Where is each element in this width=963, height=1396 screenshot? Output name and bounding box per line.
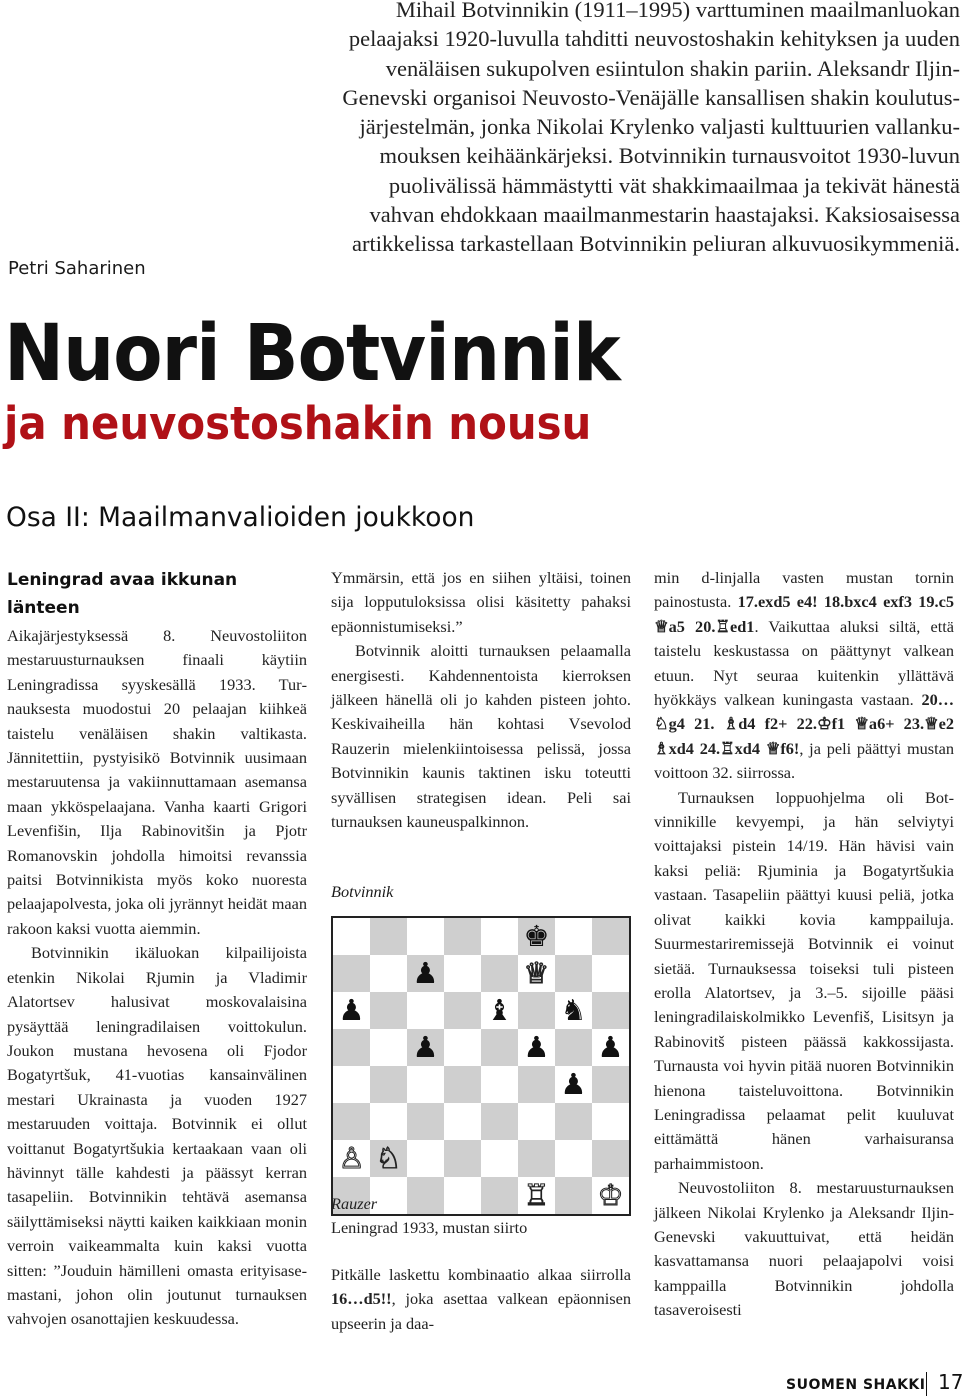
paragraph: Botvinnikin ikäluokan kilpailijoista etenkin Nikolai Rjumin ja Vladimir Alatortsev halusivat moskovalaisina pysäyttää leningradilaisen voittokulun. Joukon mustana hevosena oli Fjodor Bogatyrtšuk, 41-vuotias kansainvälinen mestari Ukrainasta ja vuoden 1927 mestaruuden voittaja. Botvinnik ei ollut voittanut Bogatyrtšukia kertaakaan vaan oli hävinnyt tälle kahdesti ja päässyt kerran tasapeliin. Botvinnikin tehtävä asemansa säilyttämiseksi näytti kaiken kaikkiaan monin verroin vaikeammalta kuin kaksi vuotta sitten: ”Jouduin hämilleni omasta erityisasemastani, johon olin joutunut turnauksen vahvojen osanottajien keskuudessa.	[7, 943, 307, 1329]
text: , ja peli päättyi mustan voittoon 32. siirrossa.	[654, 738, 954, 783]
column-2	[331, 566, 631, 834]
chess-piece: ♞	[560, 993, 587, 1027]
column-2-continued	[331, 1192, 631, 1336]
intro-line: artikkelissa tarkastellaan Botvinnikin peliuran alkuvuosikymmeniä.	[352, 231, 960, 257]
chess-square	[518, 1066, 555, 1103]
chess-square	[444, 918, 481, 955]
chess-move: 16…d5!!	[331, 1289, 392, 1309]
chess-square	[333, 918, 370, 955]
chess-piece: ♟	[597, 1030, 624, 1064]
chess-square	[481, 918, 518, 955]
chess-piece: ♕	[523, 956, 550, 990]
article-title: Nuori Botvinnik	[4, 309, 620, 399]
chess-square	[444, 1029, 481, 1066]
chess-piece-square	[555, 1066, 592, 1103]
chess-square	[370, 1029, 407, 1066]
chess-piece: ♚	[523, 919, 550, 953]
intro-line: mouksen keihäänkärjeksi. Botvinnikin turnausvoitot 1930-luvun	[379, 143, 960, 169]
chess-square	[370, 918, 407, 955]
chess-square	[407, 992, 444, 1029]
section-heading: Leningrad avaa ikkunan länteen	[7, 570, 238, 618]
diagram-label-black: Botvinnik	[331, 882, 394, 901]
chess-square	[555, 1140, 592, 1177]
chess-square	[481, 1029, 518, 1066]
chess-piece: ♖	[523, 1178, 550, 1212]
chess-piece: ♟	[523, 1030, 550, 1064]
chess-piece: ♘	[375, 1141, 402, 1175]
chess-square	[444, 955, 481, 992]
chess-piece: ♝	[486, 993, 513, 1027]
chess-square	[481, 1140, 518, 1177]
intro-line: puolivälissä hämmästytti vät shakkimaailmaa ja tekivät hänestä	[388, 172, 960, 198]
paragraph: Neuvostoliiton 8. mestaruusturnauksen jälkeen Nikolai Krylenko ja Aleksandr Iljin-Genevski vakuuttuivat, että heidän kasvattamansa nuori pelaajapolvi voisi kamppailla Botvinnikin johdolla tasaveroisesti	[654, 1178, 954, 1320]
column-3	[654, 566, 954, 1323]
chess-piece-square	[333, 1140, 370, 1177]
chess-piece-square	[592, 1029, 629, 1066]
text: Pitkälle laskettu kombinaatio alkaa siirrolla	[331, 1264, 631, 1284]
article-part: Osa II: Maailmanvalioiden joukkoon	[6, 502, 475, 533]
magazine-name: SUOMEN SHAKKI	[786, 1377, 926, 1393]
text: , joka asettaa valkean epäonnisen upseerin ja daa-	[331, 1289, 631, 1333]
chess-square	[481, 955, 518, 992]
chess-diagram	[331, 916, 631, 1216]
chess-square	[333, 1066, 370, 1103]
chess-moves: 20…♘g4 21. ♗d4 f2+ 22.♔f1 ♕a6+ 23.♕e2 ♗xd4 24.♖xd4 ♕f6!	[654, 690, 954, 758]
paragraph: Botvinnik aloitti turnauksen pelaamalla energisesti. Kahdennentoista kierroksen jälkeen hänellä oli jo kahden pisteen johto. Keskivaiheilla hän kohtasi Vsevolod Rauzerin mielenkiintoisessa pelissä, jossa Botvinnikin kaunis taktinen isku toteutti syvällisen strategisen idean. Peli sai turnauksen kauneuspalkinnon.	[331, 641, 631, 832]
chess-square	[481, 1066, 518, 1103]
chess-piece: ♟	[338, 993, 365, 1027]
chess-square	[592, 1140, 629, 1177]
paragraph: Aikajärjestyksessä 8. Neuvostoliiton mestaruusturnauksen finaali käytiin Leningradissa syyskesällä 1933. Turnauksesta muodostui 20 pelaajan kiihkeä taistelu venäläisen shakin valtikasta. Jännitettiin, pystyisikö Botvinnik uusimaan mestaruutensa ja vakiinnuttamaan asemansa maan ykköspelaajana. Vanha kaarti Grigori Levenfišin, Ilja Rabinovitšin ja Pjotr Romanovskin johdolla himoitsi revanssia paitsi Botvinnikista myös koko nuoresta pelaajapolvesta, joka oli jyrännyt heidät maan rakoon kaksi vuotta aiemmin.	[7, 626, 307, 938]
chess-square	[592, 1066, 629, 1103]
chess-piece: ♟	[412, 1030, 439, 1064]
chess-square	[370, 1103, 407, 1140]
chess-piece-square	[407, 955, 444, 992]
footer-divider	[926, 1372, 927, 1396]
intro-line: vahvan ehdokkaan maailmanmestarin haastajaksi. Kaksiosaisessa	[369, 202, 960, 228]
chess-square	[518, 992, 555, 1029]
chess-moves: 17.exd5 e4! 18.bxc4 exf3 19.c5 ♕a5 20.♖ed1	[654, 592, 954, 636]
chess-square	[592, 955, 629, 992]
chess-piece-square	[481, 992, 518, 1029]
text: min d-linjalla vasten mustan tornin painostusta.	[654, 568, 954, 612]
chess-square	[592, 1103, 629, 1140]
chess-piece-square	[518, 955, 555, 992]
intro-line: Mihail Botvinnikin (1911–1995) varttuminen maailmanluokan	[395, 0, 960, 22]
chess-square	[518, 1140, 555, 1177]
paragraph	[654, 566, 954, 786]
chess-square	[555, 1103, 592, 1140]
intro-line: Genevski organisoi Neuvosto-Venäjälle kansallisen shakin koulutus-	[342, 84, 960, 110]
author-name: Petri Saharinen	[8, 258, 146, 279]
chess-piece-square	[518, 918, 555, 955]
chess-piece-square	[518, 1029, 555, 1066]
chess-square	[407, 1103, 444, 1140]
chess-square	[555, 955, 592, 992]
chess-square	[370, 955, 407, 992]
paragraph: Turnauksen loppuohjelma oli Botvinnikille kevyempi, ja hän selviytyi voittajaksi pistein 14/19. Hän hävisi vain kaksi peliä: Rjuminia ja Bogatyrtšukia vastaan. Tasapeliin päättyi kuusi peliä, jotka olivat kaikki kovia kamppailuja. Suurmestariremissejä Botvinnik ei voinut sietää. Turnauksessa toiseksi tuli pisteen erolla Alatortsev, ja 3.–5. sijoille pääsi leningradilaiskolmikko Levenfiš, Lisitsyn ja Rabinovitš pisteen päässä kakkossijasta. Turnausta voi hyvin pitää nuoren Botvinnikin hienona taisteluvoittona. Botvinnikin Leningradissa pelaamat pelit kuuluvat eittämättä hänen varhaisuransa parhaimmistoon.	[654, 787, 954, 1173]
chess-piece-square	[555, 992, 592, 1029]
chess-square	[518, 1103, 555, 1140]
chess-square	[370, 1066, 407, 1103]
chess-piece-square	[370, 1140, 407, 1177]
text: . Vaikuttaa aluksi siltä, että taistelu keskustassa on päättynyt valkean etuun. Nyt seuraa kuitenkin yllättävä hyökkäys valkean kuningasta vastaan.	[654, 616, 954, 710]
chess-piece: ♙	[338, 1141, 365, 1175]
page-number: 17	[938, 1370, 963, 1394]
column-1	[7, 566, 307, 1332]
chess-square	[407, 1140, 444, 1177]
chess-square	[370, 992, 407, 1029]
intro-line: järjestelmän, jonka Nikolai Krylenko valjasti kulttuurien vallanku-	[359, 114, 960, 140]
intro-line: venäläisen sukupolven esiintulon shakin pariin. Aleksandr Iljin-	[385, 55, 960, 81]
chess-square	[592, 918, 629, 955]
chess-square	[555, 1029, 592, 1066]
chess-square	[333, 1103, 370, 1140]
chess-square	[333, 1029, 370, 1066]
chess-piece: ♟	[560, 1067, 587, 1101]
paragraph	[331, 1263, 631, 1336]
chess-square	[444, 1140, 481, 1177]
diagram-label-white: Rauzer	[331, 1194, 378, 1213]
chess-square	[444, 1066, 481, 1103]
chess-square	[481, 1103, 518, 1140]
chess-square	[407, 1066, 444, 1103]
chess-square	[407, 918, 444, 955]
paragraph: Ymmärsin, että jos en siihen yltäisi, toinen sija lopputuloksissa olisi käsitetty pahaksi epäonnistumiseksi.”	[331, 568, 631, 636]
chess-square	[444, 992, 481, 1029]
chess-square	[444, 1103, 481, 1140]
chess-piece-square	[407, 1029, 444, 1066]
diagram-caption: Leningrad 1933, mustan siirto	[331, 1218, 528, 1238]
chess-square	[555, 918, 592, 955]
intro-lead	[200, 0, 960, 259]
article-subtitle: ja neuvostoshakin nousu	[4, 397, 592, 450]
chess-piece: ♟	[412, 956, 439, 990]
intro-line: pelaajaksi 1920-luvulla tahditti neuvostoshakin kehityksen ja uuden	[348, 26, 960, 52]
chess-square	[592, 992, 629, 1029]
chess-square	[333, 955, 370, 992]
chess-piece-square	[333, 992, 370, 1029]
chess-piece: ♔	[597, 1178, 624, 1212]
